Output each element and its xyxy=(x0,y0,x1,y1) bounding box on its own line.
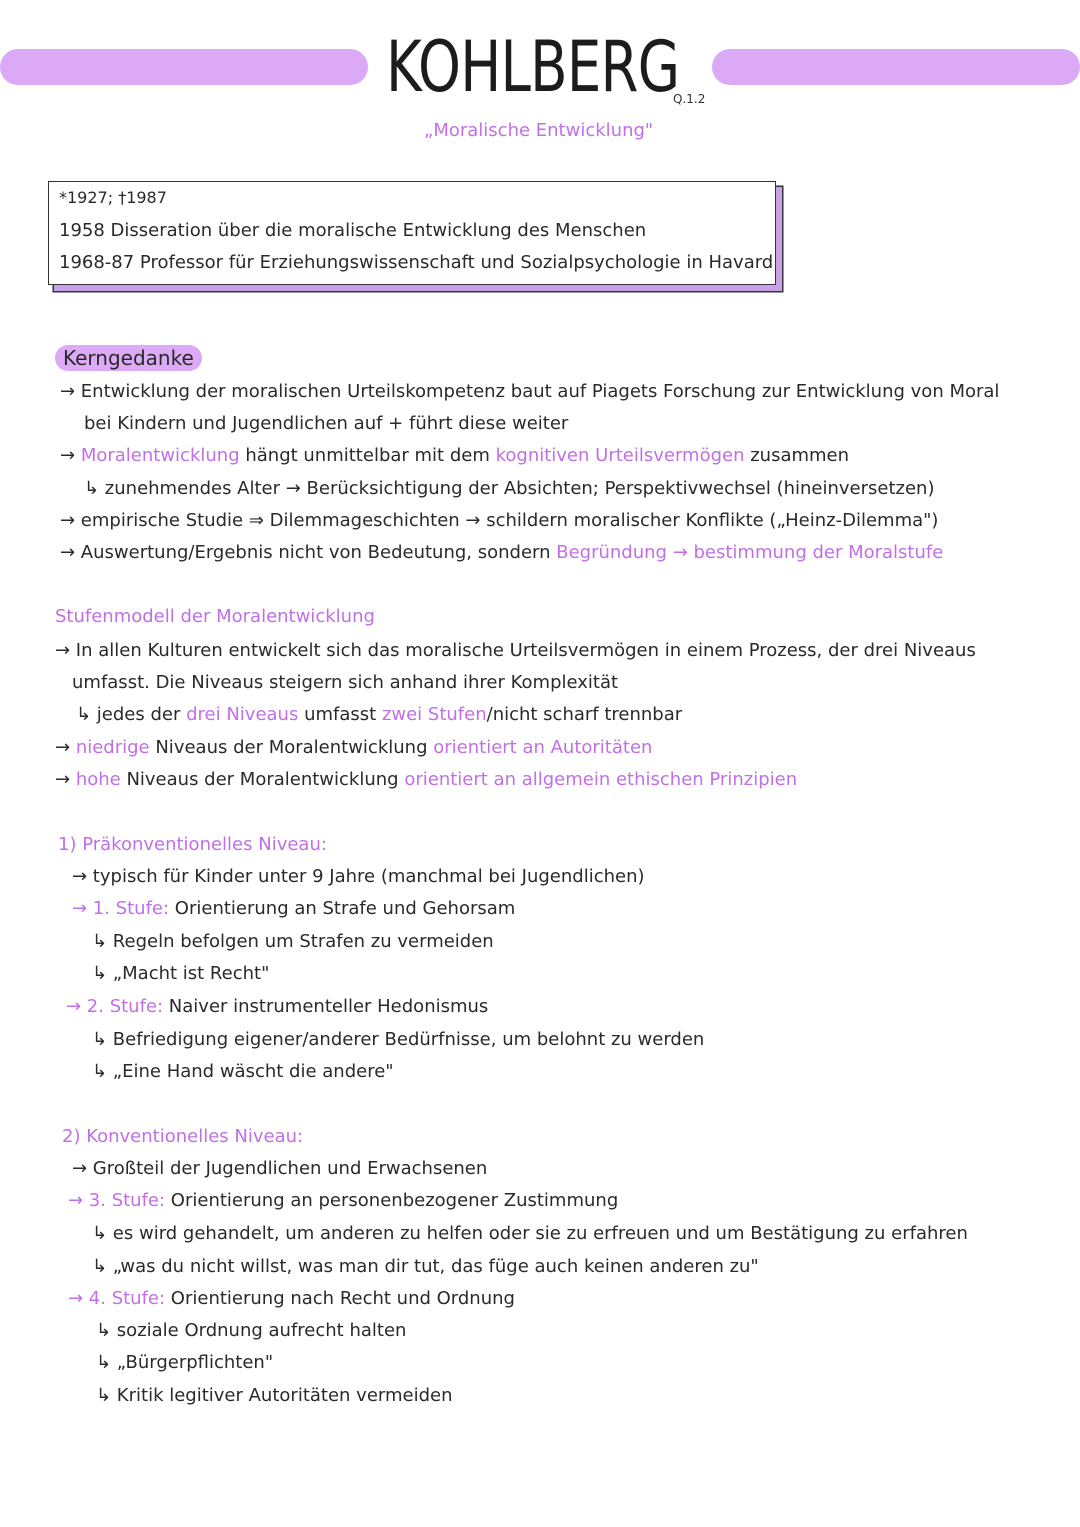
stufe-3-label: → 3. Stufe: xyxy=(68,1190,166,1211)
kerngedanke-line-6 xyxy=(60,542,943,563)
term-moralentwicklung: Moralentwicklung xyxy=(80,445,240,466)
niveau1-line-3: ↳ Regeln befolgen um Strafen zu vermeiden xyxy=(92,931,494,952)
kerngedanke-line-5: → empirische Studie ⇒ Dilemmageschichten → schildern moralischer Konflikte („Heinz-Dilemma") xyxy=(60,510,939,531)
text: → xyxy=(55,769,76,790)
niveau1-line-6: ↳ Befriedigung eigener/anderer Bedürfnisse, um belohnt zu werden xyxy=(92,1029,705,1050)
niveau2-line-6: ↳ soziale Ordnung aufrecht halten xyxy=(96,1320,407,1341)
niveau2-line-1: → Großteil der Jugendlichen und Erwachsenen xyxy=(72,1158,488,1179)
niveau2-line-4: ↳ „was du nicht willst, was man dir tut, das füge auch keinen anderen zu" xyxy=(92,1256,759,1277)
term-begruendung: Begründung → bestimmung der Moralstufe xyxy=(556,542,944,563)
niveau2-heading: 2) Konventionelles Niveau: xyxy=(62,1126,304,1147)
stufe-1-label: → 1. Stufe: xyxy=(72,898,170,919)
term-niedrige: niedrige xyxy=(75,737,150,758)
course-code: Q.1.2 xyxy=(673,92,706,106)
stufenmodell-heading: Stufenmodell der Moralentwicklung xyxy=(55,606,375,627)
niveau1-line-1: → typisch für Kinder unter 9 Jahre (manchmal bei Jugendlichen) xyxy=(72,866,645,887)
stufenmodell-line-1: → In allen Kulturen entwickelt sich das moralische Urteilsvermögen in einem Prozess, der drei Niveaus xyxy=(55,640,976,661)
niveau1-line-7: ↳ „Eine Hand wäscht die andere" xyxy=(92,1061,394,1082)
stufenmodell-line-2: umfasst. Die Niveaus steigern sich anhand ihrer Komplexität xyxy=(72,672,619,693)
page-subtitle: „Moralische Entwicklung" xyxy=(424,120,654,141)
bio-dissertation: 1958 Disseration über die moralische Entwicklung des Menschen xyxy=(59,220,647,241)
niveau2-line-7: ↳ „Bürgerpflichten" xyxy=(96,1352,274,1373)
term-drei-niveaus: drei Niveaus xyxy=(186,704,299,725)
niveau1-heading: 1) Präkonventionelles Niveau: xyxy=(58,834,327,855)
text: → Auswertung/Ergebnis nicht von Bedeutung, sondern xyxy=(60,542,557,563)
niveau1-line-4: ↳ „Macht ist Recht" xyxy=(92,963,270,984)
stufe-4-label: → 4. Stufe: xyxy=(68,1288,166,1309)
niveau1-stufe-2 xyxy=(66,996,488,1017)
kerngedanke-line-2: bei Kindern und Jugendlichen auf + führt diese weiter xyxy=(84,413,569,434)
text: Orientierung an personenbezogener Zustimmung xyxy=(165,1190,619,1211)
niveau2-stufe-3 xyxy=(68,1190,618,1211)
stufenmodell-line-3 xyxy=(76,704,682,725)
text: /nicht scharf trennbar xyxy=(486,704,683,725)
stufenmodell-line-5 xyxy=(55,769,797,790)
text: Naiver instrumenteller Hedonismus xyxy=(163,996,489,1017)
stufe-2-label: → 2. Stufe: xyxy=(66,996,164,1017)
kerngedanke-line-4: ↳ zunehmendes Alter → Berücksichtigung der Absichten; Perspektivwechsel (hineinversetzen) xyxy=(84,478,935,499)
term-autoritaeten: orientiert an Autoritäten xyxy=(433,737,653,758)
kerngedanke-line-3 xyxy=(60,445,849,466)
bio-dates: *1927; †1987 xyxy=(59,188,167,207)
text: Orientierung an Strafe und Gehorsam xyxy=(169,898,516,919)
term-hohe: hohe xyxy=(75,769,121,790)
text: umfasst xyxy=(298,704,382,725)
kerngedanke-line-1: → Entwicklung der moralischen Urteilskompetenz baut auf Piagets Forschung zur Entwicklung von Moral xyxy=(60,381,1000,402)
text: hängt unmittelbar mit dem xyxy=(239,445,496,466)
term-urteilsvermoegen: kognitiven Urteilsvermögen xyxy=(495,445,745,466)
text: Niveaus der Moralentwicklung xyxy=(149,737,434,758)
text: → xyxy=(60,445,81,466)
text: → xyxy=(55,737,76,758)
text: ↳ jedes der xyxy=(76,704,187,725)
header-bar-right xyxy=(712,49,1080,85)
text: zusammen xyxy=(744,445,850,466)
term-prinzipien: orientiert an allgemein ethischen Prinzipien xyxy=(404,769,798,790)
page-title: KOHLBERG xyxy=(386,26,680,108)
niveau2-stufe-4 xyxy=(68,1288,515,1309)
niveau2-line-8: ↳ Kritik legitiver Autoritäten vermeiden xyxy=(96,1385,453,1406)
bio-professor: 1968-87 Professor für Erziehungswissenschaft und Sozialpsychologie in Havard xyxy=(59,252,774,273)
kerngedanke-heading: Kerngedanke xyxy=(55,345,202,371)
header-bar-left xyxy=(0,49,368,85)
stufenmodell-line-4 xyxy=(55,737,652,758)
niveau2-line-3: ↳ es wird gehandelt, um anderen zu helfen oder sie zu erfreuen und um Bestätigung zu erfahren xyxy=(92,1223,968,1244)
term-zwei-stufen: zwei Stufen xyxy=(381,704,487,725)
text: Orientierung nach Recht und Ordnung xyxy=(165,1288,515,1309)
text: Niveaus der Moralentwicklung xyxy=(120,769,405,790)
bio-box xyxy=(48,181,776,285)
niveau1-stufe-1 xyxy=(72,898,515,919)
